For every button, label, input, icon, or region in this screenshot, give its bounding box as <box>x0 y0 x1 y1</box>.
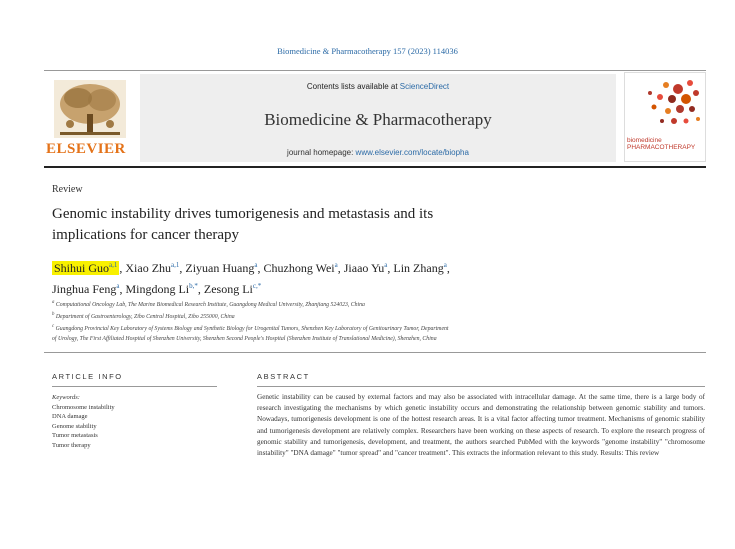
author[interactable] <box>263 261 337 275</box>
article-title-line2: implications for cancer therapy <box>52 227 240 243</box>
affiliation-a: $^a$ Computational Oncology Lab, The Marine Biomedical Research Institute, Guangdong Medical University, Zhanjiang 524023, China <box>52 300 365 308</box>
author[interactable] <box>185 261 257 275</box>
header-bottom-divider <box>44 166 706 168</box>
homepage-line <box>140 148 616 157</box>
cover-title-line2: PHARMACOTHERAPY <box>627 144 696 151</box>
author-name: Chuzhong Wei <box>263 261 335 275</box>
abstract-divider <box>257 386 705 387</box>
author-name: Xiao Zhu <box>125 261 172 275</box>
homepage-prefix: journal homepage: <box>287 148 356 157</box>
article-type: Review <box>52 184 83 195</box>
affiliation-b: $^b$ Department of Gastroenterology, Zibo Central Hospital, Zibo 255000, China <box>52 311 235 320</box>
affiliation-mark[interactable]: a <box>443 261 447 269</box>
journal-banner <box>140 74 616 162</box>
affiliation-c-cont: of Urology, The First Affiliated Hospital of Shenzhen University, Shenzhen Second People's Hospital (Shenzhen Institute of Translational Medicine), Shenzhen, China <box>52 335 437 342</box>
affiliation-mark[interactable]: a,1 <box>171 261 180 269</box>
abstract-heading: ABSTRACT <box>257 372 310 381</box>
elsevier-tree-icon <box>54 80 126 138</box>
author[interactable] <box>52 282 119 296</box>
homepage-link[interactable]: www.elsevier.com/locate/biopha <box>355 148 469 157</box>
author-name: Jinghua Feng <box>52 282 117 296</box>
affiliation-mark[interactable]: a,1 <box>109 261 118 269</box>
article-info-divider <box>52 386 217 387</box>
journal-header <box>44 72 706 164</box>
author-name: Mingdong Li <box>125 282 190 296</box>
author[interactable] <box>344 261 388 275</box>
author-name: Lin Zhang <box>393 261 444 275</box>
contents-prefix: Contents lists available at <box>306 82 400 91</box>
author-name: Jiaao Yu <box>343 261 385 275</box>
sciencedirect-link[interactable]: ScienceDirect <box>399 82 450 91</box>
keyword[interactable]: Chromosome instability <box>52 403 115 411</box>
affiliation-mark[interactable]: a <box>384 261 388 269</box>
affiliations <box>52 298 652 344</box>
elsevier-logo[interactable] <box>44 74 136 162</box>
cover-title-line1: biomedicine <box>627 137 662 144</box>
affiliation-mark[interactable]: b,* <box>189 282 198 290</box>
section-divider <box>44 352 706 353</box>
author-list <box>52 256 672 298</box>
journal-citation[interactable]: Biomedicine & Pharmacotherapy 157 (2023) 114036 <box>277 46 458 56</box>
article-title-line1: Genomic instability drives tumorigenesis and metastasis and its <box>52 206 434 222</box>
journal-cover-thumbnail[interactable] <box>624 72 706 162</box>
author[interactable] <box>125 282 197 296</box>
author-name: Shihui Guo <box>54 261 110 275</box>
header-top-divider <box>44 70 706 71</box>
contents-line <box>140 82 616 91</box>
cover-art-icon <box>626 75 706 137</box>
article-info-heading: ARTICLE INFO <box>52 372 123 381</box>
author-highlighted[interactable] <box>52 261 119 275</box>
author-name: Ziyuan Huang <box>185 261 255 275</box>
keyword[interactable]: Genome stability <box>52 422 97 430</box>
abstract-text: Genetic instability can be caused by external factors and may also be associated with intracellular damage. At the same time, there is a large body of research investigating the mechanisms by which genetic instability occurs and demonstrating the relationship between genomic stability and tumors. Nowadays, tumorigenesis development is one of the hottest research areas. It is a vital factor affecting tumor treatment. Mechanisms of genomic stability and tumorigenesis development are relatively complex. Researchers have been working on these aspects of research. To explore the research progress of genomic stability and tumorigenesis, development, and treatment, the authors searched PubMed with the keywords "genome instability" "chromosome instability" "DNA damage" "tumor spread" and "cancer treatment". This extracts the information relevant to this study. Results: This review <box>257 393 705 458</box>
keywords-heading: Keywords: <box>52 394 80 401</box>
author-name: Zesong Li <box>203 282 253 296</box>
author[interactable] <box>125 261 179 275</box>
affiliation-c-text-1: Guangdong Provincial Key Laboratory of Systems Biology and Synthetic Biology for Urogenital Tumors, Shenzhen Key Laboratory of Genitourinary Tumor, Department <box>55 325 449 332</box>
keyword[interactable]: DNA damage <box>52 413 88 420</box>
author-line-2: Jinghua Feng$^a$, Mingdong Li$^{b,*}$, Zesong Li$^{c,*}$ <box>52 282 262 296</box>
author[interactable] <box>204 282 261 296</box>
journal-title: Biomedicine & Pharmacotherapy <box>264 110 492 129</box>
article-title <box>52 204 672 246</box>
author-line-1: Shihui Guo$^{a,1}$ , Xiao Zhu$^{a,1}$, Ziyuan Huang$^a$, Chuzhong Wei$^a$, Jiaao Yu$^a$, Lin Zhang$^a$, <box>54 261 450 275</box>
cover-title <box>627 137 695 151</box>
affiliation-b-text: Department of Gastroenterology, Zibo Central Hospital, Zibo 255000, China <box>55 313 235 320</box>
keyword[interactable]: Tumor therapy <box>52 441 91 449</box>
affiliation-mark[interactable]: c,* <box>252 282 262 290</box>
affiliation-mark[interactable]: a <box>254 261 258 269</box>
keywords-block <box>52 393 217 450</box>
elsevier-logo-text: ELSEVIER <box>46 141 126 157</box>
affiliation-c: $^c$ Guangdong Provincial Key Laboratory of Systems Biology and Synthetic Biology for Urogenital Tumors, Shenzhen Key Laboratory of Genitourinary Tumor, Department <box>52 323 449 332</box>
affiliation-a-text: Computational Oncology Lab, The Marine Biomedical Research Institute, Guangdong Medical University, Zhanjiang 524023, China <box>55 301 365 308</box>
affiliation-mark[interactable]: a <box>334 261 338 269</box>
keyword[interactable]: Tumor metastasis <box>52 432 98 439</box>
affiliation-mark[interactable]: a <box>116 282 120 290</box>
author[interactable] <box>393 261 446 275</box>
